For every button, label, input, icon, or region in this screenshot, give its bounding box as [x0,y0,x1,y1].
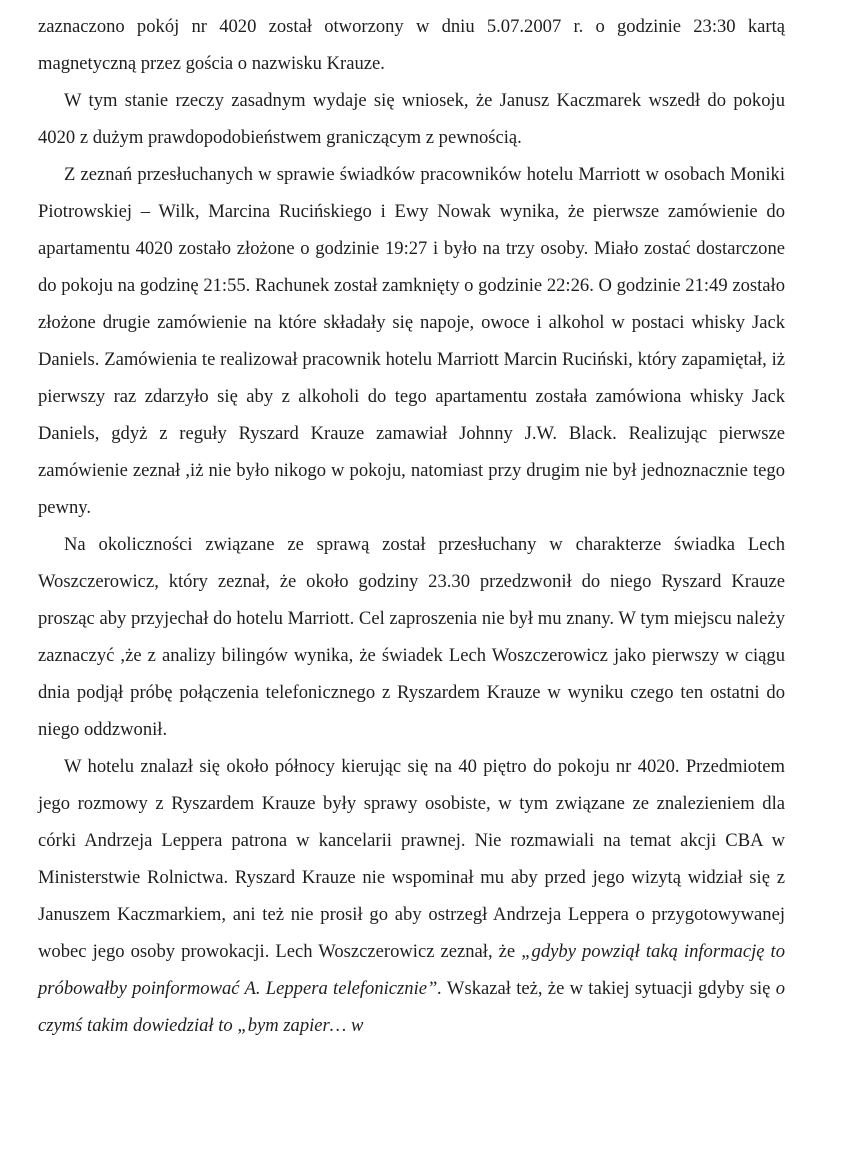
paragraph-5 [38,748,785,1044]
quoted-statement: o czymś takim dowiedział to „bym zapier… w [38,978,785,1036]
paragraph-1 [38,8,785,82]
paragraph-4 [38,526,785,748]
paragraph-text: Z zeznań przesłuchanych w sprawie świadków pracowników hotelu Marriott w osobach Moniki Piotrowskiej – Wilk, Marcina Rucińskiego i Ewy Nowak wynika, że pierwsze zamówienie do apartamentu 4020 zostało złożone o godzinie 19:27 i było na trzy osoby. Miało zostać dostarczone do pokoju na godzinę 21:55. Rachunek został zamknięty o godzinie 22:26. O godzinie 21:49 zostało złożone drugie zamówienie na które składały się napoje, owoce i alkohol w postaci whisky Jack Daniels. Zamówienia te realizował pracownik hotelu Marriott Marcin Ruciński, który zapamiętał, iż pierwszy raz zdarzyło się aby z alkoholi do tego apartamentu została zamówiona whisky Jack Daniels, gdyż z reguły Ryszard Krauze zamawiał Johnny J.W. Black. Realizując pierwsze zamówienie zeznał ,iż nie było nikogo w pokoju, natomiast przy drugim nie był jednoznacznie tego pewny. [38,164,785,518]
paragraph-text: Wskazał też, że w takiej sytuacji gdyby się [441,978,776,999]
document-body [38,8,785,1044]
paragraph-text: W hotelu znalazł się około północy kierując się na 40 piętro do pokoju nr 4020. Przedmiotem jego rozmowy z Ryszardem Krauze były sprawy osobiste, w tym związane ze znalezieniem dla córki Andrzeja Leppera patrona w kancelarii prawnej. Nie rozmawiali na temat akcji CBA w Ministerstwie Rolnictwa. Ryszard Krauze nie wspominał mu aby przed jego wizytą widział się z Januszem Kaczmarkiem, ani też nie prosił go aby ostrzegł Andrzeja Leppera o przygotowywanej wobec jego osoby prowokacji. Lech Woszczerowicz zeznał, że [38,756,785,962]
paragraph-text: W tym stanie rzeczy zasadnym wydaje się wniosek, że Janusz Kaczmarek wszedł do pokoju 4020 z dużym prawdopodobieństwem graniczącym z pewnością. [38,90,785,148]
paragraph-2 [38,82,785,156]
paragraph-text: Na okoliczności związane ze sprawą został przesłuchany w charakterze świadka Lech Woszczerowicz, który zeznał, że około godziny 23.30 przedzwonił do niego Ryszard Krauze prosząc aby przyjechał do hotelu Marriott. Cel zaproszenia nie był mu znany. W tym miejscu należy zaznaczyć ,że z analizy bilingów wynika, że świadek Lech Woszczerowicz jako pierwszy w ciągu dnia podjął próbę połączenia telefonicznego z Ryszardem Krauze w wyniku czego ten ostatni do niego oddzwonił. [38,534,785,740]
paragraph-text: zaznaczono pokój nr 4020 został otworzony w dniu 5.07.2007 r. o godzinie 23:30 kartą magnetyczną przez gościa o nazwisku Krauze. [38,16,785,74]
paragraph-3 [38,156,785,526]
quoted-statement: „gdyby powziął taką informację to próbowałby poinformować A. Leppera telefonicznie”. [38,941,785,999]
